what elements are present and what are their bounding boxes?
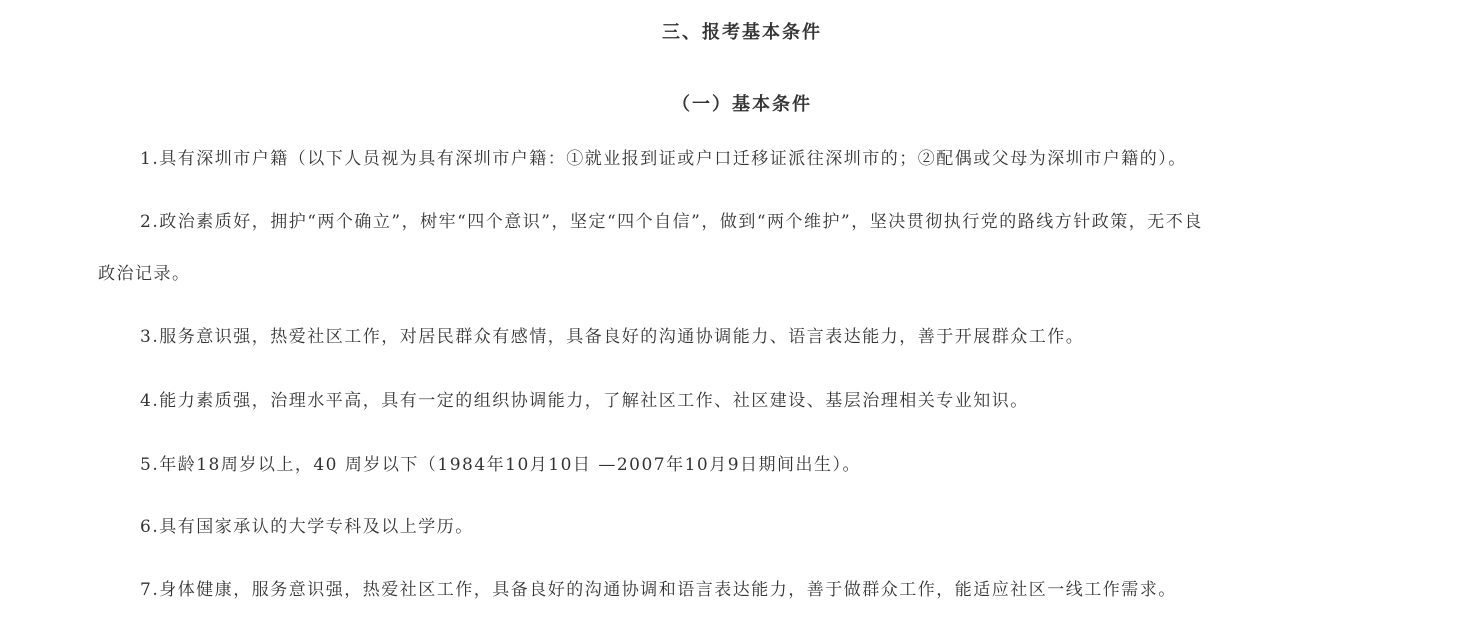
subsection-title: （一）基本条件	[672, 94, 812, 115]
condition-item-6: 6.具有国家承认的大学专科及以上学历。	[140, 517, 474, 537]
condition-item-1: 1.具有深圳市户籍（以下人员视为具有深圳市户籍：①就业报到证或户口迁移证派往深圳市的；②配偶或父母为深圳市户籍的）。	[140, 149, 1187, 169]
condition-item-7: 7.身体健康，服务意识强，热爱社区工作，具备良好的沟通协调和语言表达能力，善于做群众工作，能适应社区一线工作需求。	[140, 580, 1177, 600]
condition-item-4: 4.能力素质强，治理水平高，具有一定的组织协调能力，了解社区工作、社区建设、基层治理相关专业知识。	[140, 391, 1029, 411]
section-title: 三、报考基本条件	[662, 22, 822, 43]
condition-item-5: 5.年龄18周岁以上，40 周岁以下（1984年10月10日 —2007年10月9日期间出生）。	[140, 455, 862, 475]
condition-item-2: 2.政治素质好，拥护“两个确立”，树牢“四个意识”，坚定“四个自信”，做到“两个维护”，坚决贯彻执行党的路线方针政策，无不良	[140, 212, 1203, 232]
condition-item-2-continuation: 政治记录。	[98, 264, 191, 284]
condition-item-3: 3.服务意识强，热爱社区工作，对居民群众有感情，具备良好的沟通协调能力、语言表达能力，善于开展群众工作。	[140, 327, 1085, 347]
